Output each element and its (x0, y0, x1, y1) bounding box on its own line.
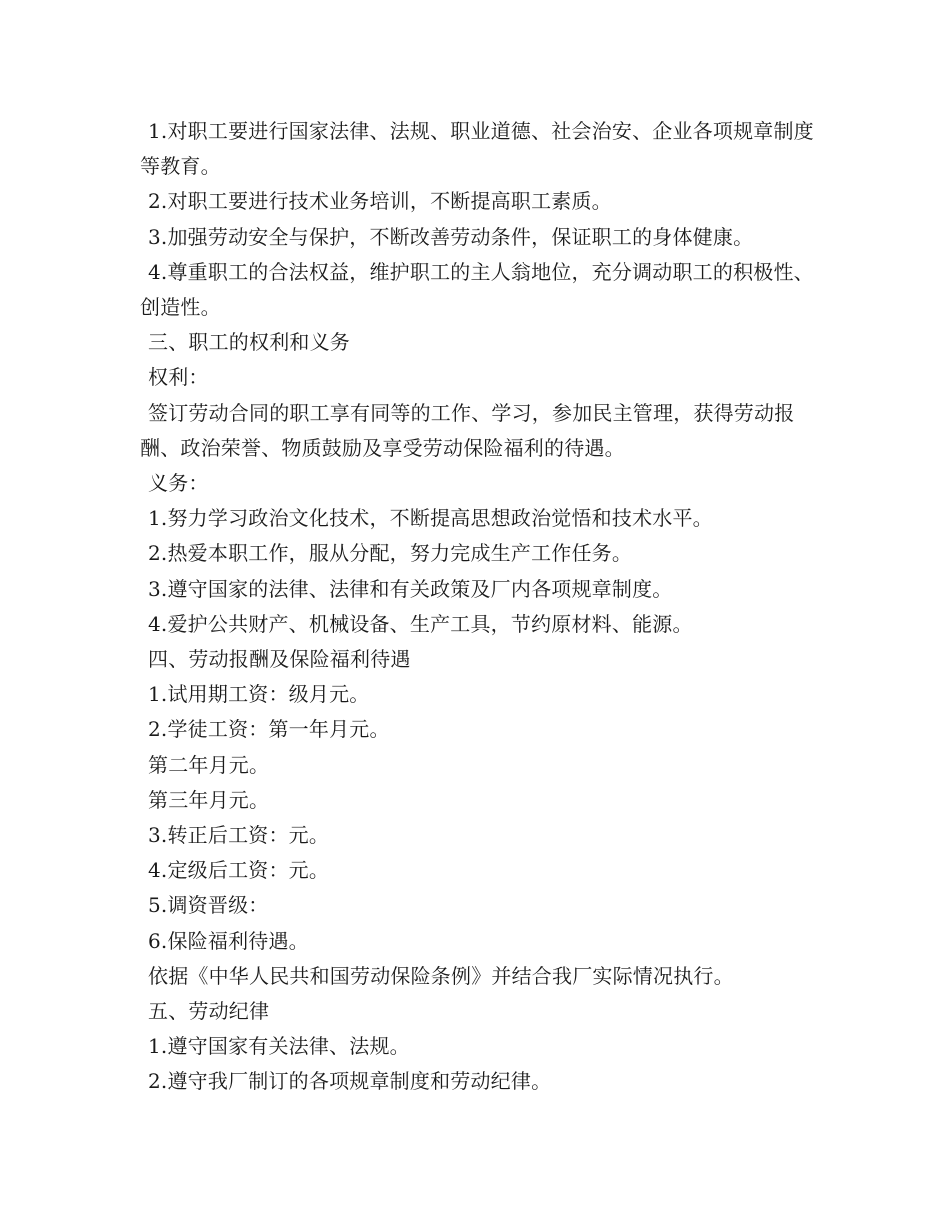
paragraph: 4.尊重职工的合法权益，维护职工的主人翁地位，充分调动职工的积极性、创造性。 (140, 259, 814, 320)
paragraph: 1.试用期工资：级月元。 (148, 682, 370, 707)
section-heading: 四、劳动报酬及保险福利待遇 (148, 647, 411, 672)
paragraph: 签订劳动合同的职工享有同等的工作、学习，参加民主管理，获得劳动报酬、政治荣誉、物质鼓励及享受劳动保险福利的待遇。 (140, 400, 795, 460)
paragraph: 3.遵守国家的法律、法律和有关政策及厂内各项规章制度。 (148, 576, 673, 601)
paragraph: 第二年月元。 (148, 752, 270, 777)
section-heading: 五、劳动纪律 (148, 999, 270, 1024)
paragraph: 1.对职工要进行国家法律、法规、职业道德、社会治安、企业各项规章制度等教育。 (140, 119, 814, 179)
paragraph: 2.学徒工资：第一年月元。 (148, 717, 390, 742)
paragraph: 2.对职工要进行技术业务培训，不断提高职工素质。 (148, 189, 612, 214)
subheading-duties: 义务： (148, 471, 209, 496)
document-body (140, 114, 820, 1100)
paragraph: 1.遵守国家有关法律、法规。 (148, 1034, 410, 1059)
paragraph: 2.热爱本职工作，服从分配，努力完成生产工作任务。 (148, 541, 633, 566)
paragraph: 3.转正后工资：元。 (148, 823, 330, 848)
paragraph: 5.调资晋级： (148, 893, 269, 918)
paragraph: 4.爱护公共财产、机械设备、生产工具，节约原材料、能源。 (148, 611, 693, 636)
subheading-rights: 权利： (148, 365, 209, 390)
paragraph: 第三年月元。 (148, 787, 270, 812)
paragraph: 依据《中华人民共和国劳动保险条例》并结合我厂实际情况执行。 (148, 963, 734, 988)
paragraph: 6.保险福利待遇。 (148, 928, 309, 953)
paragraph: 4.定级后工资：元。 (148, 858, 330, 883)
section-heading: 三、职工的权利和义务 (148, 330, 350, 355)
paragraph: 2.遵守我厂制订的各项规章制度和劳动纪律。 (148, 1069, 552, 1094)
paragraph: 3.加强劳动安全与保护，不断改善劳动条件，保证职工的身体健康。 (148, 224, 754, 249)
paragraph: 1.努力学习政治文化技术，不断提高思想政治觉悟和技术水平。 (148, 506, 713, 531)
